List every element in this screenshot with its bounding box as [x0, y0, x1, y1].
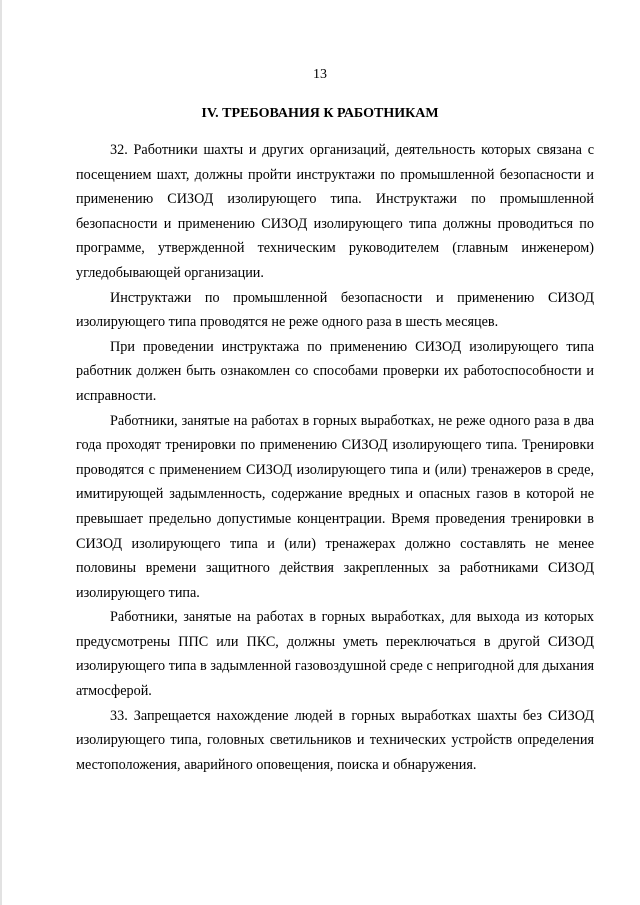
paragraph-instruction-content: При проведении инструктажа по применению СИЗОД изолирующего типа работник должен быть ознакомлен со способами проверки их работоспособности и исправности. — [76, 338, 594, 404]
paragraph-32-intro: 32. Работники шахты и других организаций, деятельность которых связана с посещением шахт, должны пройти инструктажи по промышленной безопасности и применению СИЗОД изолирующего типа. Инструктажи по промышленной безопасности и применению СИЗОД изолирующего типа должны проводиться по программе, утвержденной техническим руководителем (главным инженером) угледобывающей организации. — [76, 142, 594, 281]
paragraph-33-prohibition: 33. Запрещается нахождение людей в горных выработках шахты без СИЗОД изолирующего типа, головных светильников и технических устройств определения местоположения, аварийного оповещения, поиска и обнаружения. — [76, 707, 594, 773]
document-body — [76, 138, 594, 777]
scan-edge-shadow — [0, 0, 2, 905]
section-heading: IV. ТРЕБОВАНИЯ К РАБОТНИКАМ — [201, 106, 439, 121]
paragraph-instruction-frequency: Инструктажи по промышленной безопасности и применению СИЗОД изолирующего типа проводятся не реже одного раза в шесть месяцев. — [76, 289, 594, 331]
paragraph-switching: Работники, занятые на работах в горных выработках, для выхода из которых предусмотрены ППС или ПКС, должны уметь переключаться в другой СИЗОД изолирующего типа в задымленной газовоздушной среде с непригодной для дыхания атмосферой. — [76, 609, 594, 700]
page-number: 13 — [313, 67, 327, 82]
paragraph-training: Работники, занятые на работах в горных выработках, не реже одного раза в два года проходят тренировки по применению СИЗОД изолирующего типа. Тренировки проводятся с применением СИЗОД изолирующего типа и (или) тренажеров в среде, имитирующей задымленность, содержание вредных и опасных газов в которой не превышает предельно допустимые концентрации. Время проведения тренировки в СИЗОД изолирующего типа и (или) тренажерах должно составлять не менее половины времени защитного действия закрепленных за работниками СИЗОД изолирующего типа. — [76, 412, 594, 601]
